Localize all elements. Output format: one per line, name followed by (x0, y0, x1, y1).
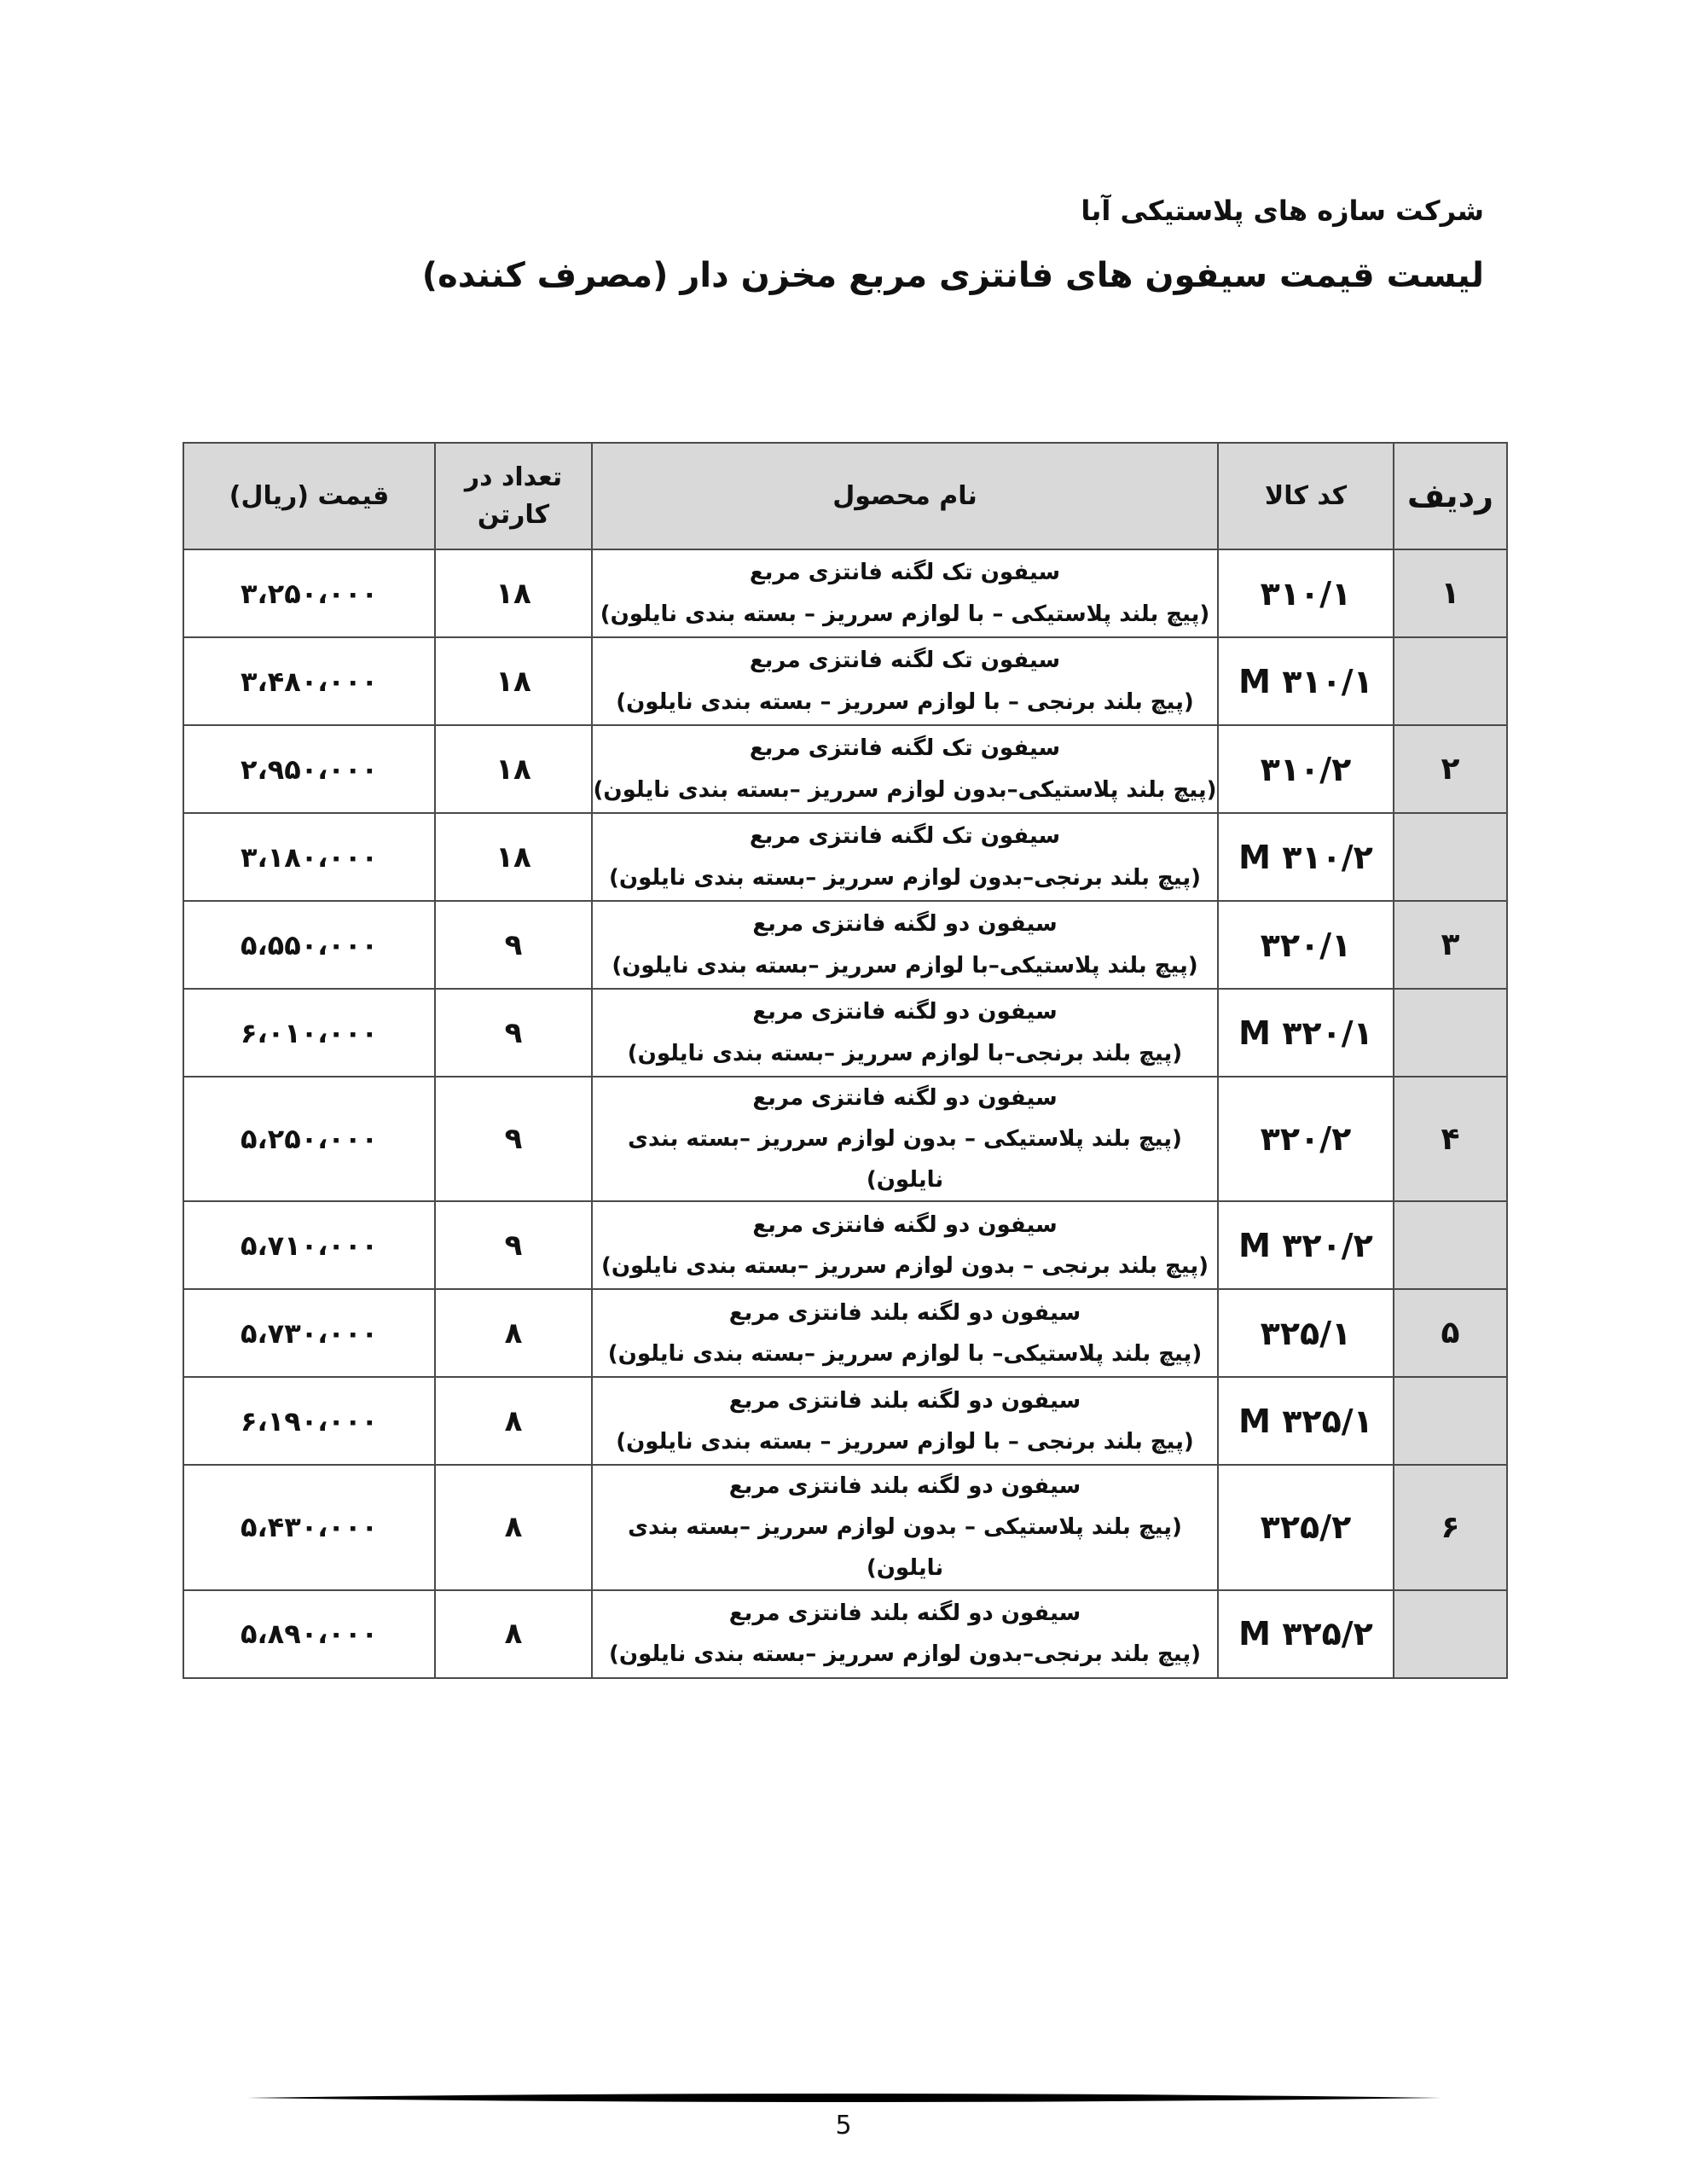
product-code-cell: ۳۱۰/۱ (1218, 549, 1394, 637)
product-name-cell (592, 901, 1218, 989)
price-cell: ۵،۷۱۰،۰۰۰ (183, 1201, 435, 1289)
product-name-line: سیفون دو لگنه فانتزی مربع (752, 1085, 1058, 1111)
page-number: 5 (835, 2111, 852, 2140)
carton-qty-cell: ۱۸ (435, 725, 592, 813)
column-header-code: کد کالا (1218, 443, 1394, 549)
table-row (183, 725, 1507, 813)
row-number-cell (1394, 1377, 1507, 1465)
carton-qty-cell: ۸ (435, 1590, 592, 1678)
row-number-cell (1394, 813, 1507, 901)
carton-qty-cell: ۱۸ (435, 637, 592, 725)
table-row (183, 1377, 1507, 1465)
price-cell: ۶،۰۱۰،۰۰۰ (183, 989, 435, 1077)
product-spec-line: (پیچ بلند برنجی – با لوازم سرریز – بسته بندی نایلون) (616, 1428, 1194, 1455)
carton-qty-cell: ۸ (435, 1377, 592, 1465)
row-number-cell (1394, 1590, 1507, 1678)
price-cell: ۶،۱۹۰،۰۰۰ (183, 1377, 435, 1465)
price-cell: ۵،۴۳۰،۰۰۰ (183, 1465, 435, 1589)
product-code-cell: ۳۱۰/۲ M (1218, 813, 1394, 901)
carton-qty-cell: ۸ (435, 1289, 592, 1377)
product-spec-line: (پیچ بلند پلاستیکی – با لوازم سرریز – بسته بندی نایلون) (600, 601, 1210, 627)
carton-qty-cell: ۱۸ (435, 813, 592, 901)
table-row (183, 813, 1507, 901)
price-cell: ۳،۴۸۰،۰۰۰ (183, 637, 435, 725)
table-body (183, 549, 1507, 1678)
product-spec-line: (پیچ بلند پلاستیکی – بدون لوازم سرریز –بسته بندی نایلون) (628, 1126, 1182, 1194)
carton-qty-cell: ۹ (435, 901, 592, 989)
price-cell: ۵،۸۹۰،۰۰۰ (183, 1590, 435, 1678)
row-number-cell: ۴ (1394, 1077, 1507, 1201)
carton-qty-cell: ۹ (435, 989, 592, 1077)
product-name-line: سیفون دو لگنه فانتزی مربع (752, 999, 1058, 1025)
product-spec-line: (پیچ بلند پلاستیکی–با لوازم سرریز –بسته بندی نایلون) (612, 952, 1198, 979)
carton-qty-cell: ۱۸ (435, 549, 592, 637)
table-row (183, 1465, 1507, 1589)
product-name-line: سیفون دو لگنه بلند فانتزی مربع (728, 1473, 1081, 1500)
product-code-cell: ۳۲۵/۲ (1218, 1465, 1394, 1589)
carton-qty-header-line2: کارتن (477, 499, 550, 530)
price-cell: ۵،۲۵۰،۰۰۰ (183, 1077, 435, 1201)
product-name-cell (592, 637, 1218, 725)
row-number-cell: ۳ (1394, 901, 1507, 989)
row-number-cell: ۶ (1394, 1465, 1507, 1589)
row-number-cell (1394, 989, 1507, 1077)
product-code-cell: ۳۲۰/۱ (1218, 901, 1394, 989)
table-row (183, 1077, 1507, 1201)
price-cell: ۲،۹۵۰،۰۰۰ (183, 725, 435, 813)
company-name: شرکت سازه های پلاستیکی آبا (1081, 195, 1484, 227)
product-spec-line: (پیچ بلند برنجی – بدون لوازم سرریز –بسته بندی نایلون) (600, 1252, 1209, 1279)
product-name-line: سیفون دو لگنه بلند فانتزی مربع (728, 1600, 1081, 1626)
row-number-cell (1394, 1201, 1507, 1289)
column-header-carton-qty (435, 443, 592, 549)
table-header-row (183, 443, 1507, 549)
product-spec-line: (پیچ بلند برنجی–بدون لوازم سرریز –بسته بندی نایلون) (609, 1641, 1201, 1668)
product-code-cell: ۳۲۵/۲ M (1218, 1590, 1394, 1678)
row-number-cell: ۱ (1394, 549, 1507, 637)
table-row (183, 901, 1507, 989)
column-header-row-number: ردیف (1394, 443, 1507, 549)
product-name-line: سیفون تک لگنه فانتزی مربع (749, 823, 1061, 850)
product-code-cell: ۳۲۰/۱ M (1218, 989, 1394, 1077)
product-name-line: سیفون تک لگنه فانتزی مربع (749, 735, 1061, 762)
product-name-line: سیفون دو لگنه بلند فانتزی مربع (728, 1299, 1081, 1326)
product-name-cell (592, 1377, 1218, 1465)
carton-qty-cell: ۸ (435, 1465, 592, 1589)
product-name-line: سیفون تک لگنه فانتزی مربع (749, 560, 1061, 586)
product-spec-line: (پیچ بلند برنجی–بدون لوازم سرریز –بسته بندی نایلون) (609, 864, 1201, 891)
product-name-cell (592, 1465, 1218, 1589)
carton-qty-cell: ۹ (435, 1077, 592, 1201)
row-number-cell: ۲ (1394, 725, 1507, 813)
product-spec-line: (پیچ بلند پلاستیکی– با لوازم سرریز –بسته بندی نایلون) (607, 1340, 1203, 1367)
product-name-cell (592, 549, 1218, 637)
table-row (183, 1289, 1507, 1377)
table-row (183, 637, 1507, 725)
product-code-cell: ۳۲۰/۲ M (1218, 1201, 1394, 1289)
price-list-title: لیست قیمت سیفون های فانتزی مربع مخزن دار (مصرف کننده) (421, 256, 1484, 295)
product-name-cell (592, 1201, 1218, 1289)
product-code-cell: ۳۲۰/۲ (1218, 1077, 1394, 1201)
row-number-cell (1394, 637, 1507, 725)
product-code-cell: ۳۱۰/۲ (1218, 725, 1394, 813)
price-table (183, 442, 1508, 1679)
product-name-line: سیفون دو لگنه بلند فانتزی مربع (728, 1387, 1081, 1414)
product-name-line: سیفون دو لگنه فانتزی مربع (752, 911, 1058, 938)
product-spec-line: (پیچ بلند برنجی–با لوازم سرریز –بسته بندی نایلون) (627, 1040, 1183, 1066)
table-row (183, 1201, 1507, 1289)
product-code-cell: ۳۲۵/۱ (1218, 1289, 1394, 1377)
carton-qty-cell: ۹ (435, 1201, 592, 1289)
product-spec-line: (پیچ بلند برنجی – با لوازم سرریز – بسته بندی نایلون) (616, 688, 1194, 715)
price-cell: ۵،۷۳۰،۰۰۰ (183, 1289, 435, 1377)
footer-rule (247, 2091, 1441, 2105)
table-row (183, 1590, 1507, 1678)
product-spec-line: (پیچ بلند پلاستیکی–بدون لوازم سرریز –بسته بندی نایلون) (593, 776, 1217, 803)
product-spec-line: (پیچ بلند پلاستیکی – بدون لوازم سرریز –بسته بندی نایلون) (628, 1514, 1182, 1582)
price-cell: ۳،۲۵۰،۰۰۰ (183, 549, 435, 637)
product-name-cell (592, 1590, 1218, 1678)
product-name-cell (592, 813, 1218, 901)
product-name-cell (592, 1289, 1218, 1377)
column-header-price: قیمت (ریال) (183, 443, 435, 549)
product-name-cell (592, 725, 1218, 813)
table-row (183, 549, 1507, 637)
column-header-product-name: نام محصول (592, 443, 1218, 549)
product-name-line: سیفون دو لگنه فانتزی مربع (752, 1211, 1058, 1238)
price-cell: ۳،۱۸۰،۰۰۰ (183, 813, 435, 901)
product-code-cell: ۳۱۰/۱ M (1218, 637, 1394, 725)
table-row (183, 989, 1507, 1077)
carton-qty-header-line1: تعداد در (464, 462, 563, 492)
product-name-line: سیفون تک لگنه فانتزی مربع (749, 648, 1061, 674)
product-name-cell (592, 989, 1218, 1077)
product-code-cell: ۳۲۵/۱ M (1218, 1377, 1394, 1465)
row-number-cell: ۵ (1394, 1289, 1507, 1377)
product-name-cell (592, 1077, 1218, 1201)
price-cell: ۵،۵۵۰،۰۰۰ (183, 901, 435, 989)
